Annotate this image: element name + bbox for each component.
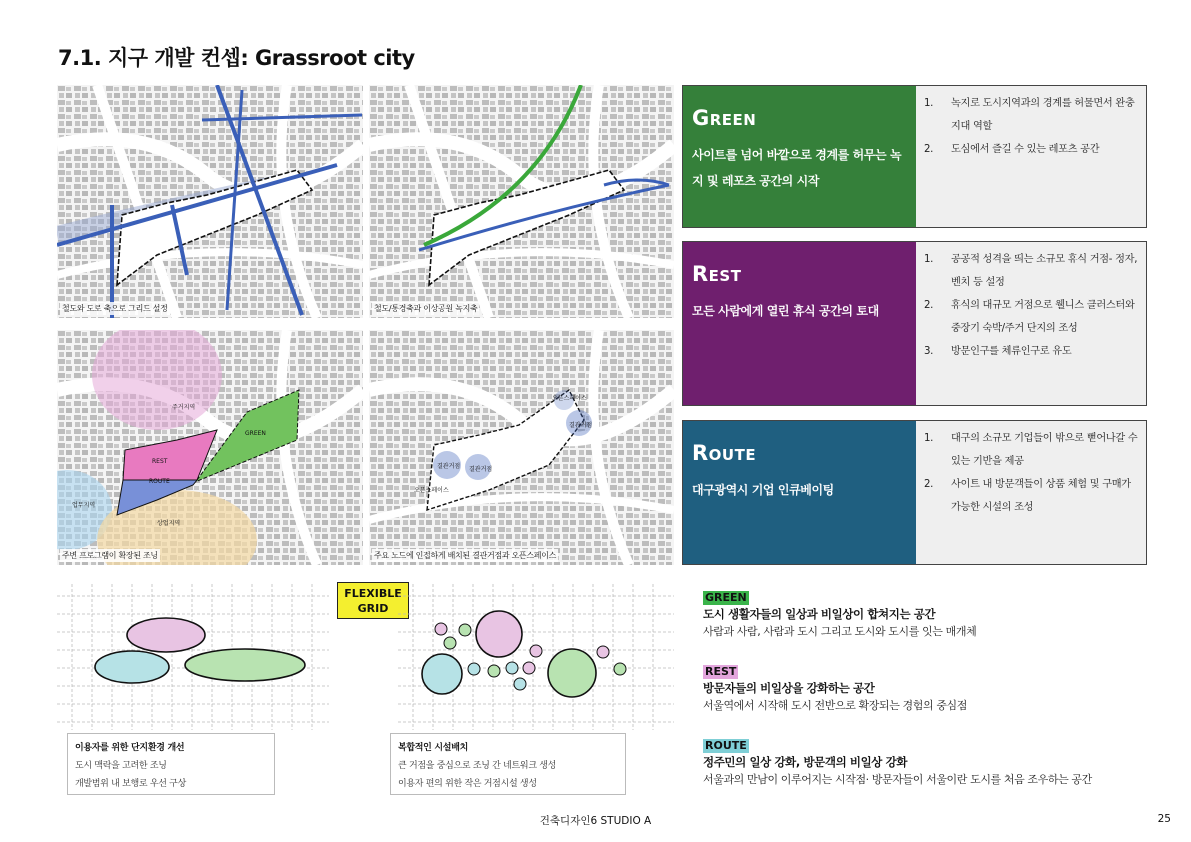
item-number: 2. [924,479,934,490]
note-line: 이용자 편의 위한 작은 거점시설 생성 [398,779,537,789]
concept-card-route [682,420,1147,565]
note-line: 도시 맥락을 고려한 조닝 [75,761,167,771]
node-label: 결관거점 [469,466,493,473]
item-text: 방문인구를 체류인구로 유도 [951,346,1072,357]
grid-diagram-right [398,584,674,730]
item-text: 녹지로 도시지역과의 경계를 허물면서 완충지대 역할 [951,98,1135,132]
list-item [924,248,1138,294]
legend-rest [703,660,967,714]
legend-route [703,734,1092,788]
footer: 건축디자인6 STUDIO A [539,815,652,827]
legend-title: 도시 생활자들의 일상과 비일상이 합쳐지는 공간 [703,607,936,621]
concept-list [916,86,1146,227]
concept-subtitle: 모든 사람에게 열린 휴식 공간의 토대 [692,304,879,318]
node-label: 결관거점 [437,463,461,470]
list-item [924,294,1138,340]
concept-title: Green [692,106,757,130]
concept-header [683,242,916,405]
zone-label-rest: REST [152,458,168,465]
concept-list [916,421,1146,564]
node-label: 오픈스페이스 [552,395,587,402]
map-zoning [57,330,363,565]
zone-label-route: ROUTE [149,478,170,485]
node-label: 오픈스페이스 [414,487,449,494]
list-item [924,138,1138,161]
concept-card-green [682,85,1147,228]
map-green-axis [369,85,674,318]
note-line: 큰 거점을 중심으로 조닝 간 네트워크 생성 [398,761,557,771]
zone-label-west: 업무지역 [72,502,96,509]
note-title: 복합적인 시설배치 [398,743,468,753]
legend-tag: GREEN [705,591,747,604]
map-caption: 철도/통경축과 이상공원 녹지축 [374,304,478,313]
zone-label-south: 상업지역 [157,520,181,527]
legend-desc: 서울역에서 시작해 도시 전반으로 확장되는 경험의 중심점 [703,699,968,712]
map-grid-axes [57,85,363,318]
zone-label-green: GREEN [245,430,266,437]
concept-subtitle: 사이트를 넘어 바깥으로 경계를 허무는 녹지 및 레포츠 공간의 시작 [692,148,902,188]
concept-card-rest [682,241,1147,406]
concept-title: Rest [692,262,742,286]
item-number: 3. [924,346,934,357]
list-item [924,427,1138,473]
page-number: 25 [1157,813,1171,825]
note-title: 이용자를 위한 단지환경 개선 [75,743,185,753]
item-text: 도심에서 즐길 수 있는 레포츠 공간 [951,144,1100,155]
note-card [390,733,626,795]
concept-subtitle: 대구광역시 기업 인큐베이팅 [692,483,834,497]
legend-desc: 서울과의 만남이 이루어지는 시작점· 방문자들이 서울이란 도시를 처음 조우하는 공간 [703,773,1092,786]
list-item [924,340,1138,363]
item-number: 2. [924,300,934,311]
item-number: 1. [924,254,934,265]
item-number: 1. [924,433,934,444]
map-caption: 주변 프로그램이 확장된 조닝 [62,551,158,560]
legend-tag: ROUTE [705,739,747,752]
legend-title: 정주민의 일상 강화, 방문객의 비일상 강화 [703,755,908,769]
item-text: 사이트 내 방문객들이 상품 체험 및 구매가 가능한 시설의 조성 [951,479,1131,513]
list-item [924,92,1138,138]
legend-green [703,586,976,640]
concept-list [916,242,1146,405]
item-number: 2. [924,144,934,155]
badge-line: FLEXIBLE [344,587,402,600]
badge-line: GRID [357,602,389,615]
legend-tag: REST [705,665,737,678]
legend-title: 방문자들의 비일상을 강화하는 공간 [703,681,875,695]
map-caption: 철도와 도로 축으로 그리드 설정 [62,304,168,313]
note-card [67,733,275,795]
list-item [924,473,1138,519]
concept-header [683,86,916,227]
item-text: 공공적 성격을 띄는 소규모 휴식 거점- 정자, 벤치 등 설정 [951,254,1138,288]
item-text: 휴식의 대규모 거점으로 웰니스 클러스터와 중장기 숙박/주거 단지의 조성 [951,300,1135,334]
item-number: 1. [924,98,934,109]
concept-title: Route [692,441,757,465]
zone-label-north: 주거지역 [172,404,196,411]
node-label: 결관거점 [569,422,593,429]
page-title: 7.1. 지구 개발 컨셉: Grassroot city [58,46,415,70]
legend-desc: 사람과 사람, 사람과 도시 그리고 도시와 도시를 잇는 매개체 [703,625,977,638]
map-caption: 주요 노드에 인접하게 배치된 결관거점과 오픈스페이스 [374,551,557,560]
item-text: 대구의 소규모 기업들이 밖으로 뻗어나갈 수 있는 기반을 제공 [951,433,1138,467]
grid-diagram-left [57,584,329,730]
concept-header [683,421,916,564]
note-line: 개발범위 내 보행로 우선 구상 [75,779,186,789]
map-nodes [369,330,674,565]
